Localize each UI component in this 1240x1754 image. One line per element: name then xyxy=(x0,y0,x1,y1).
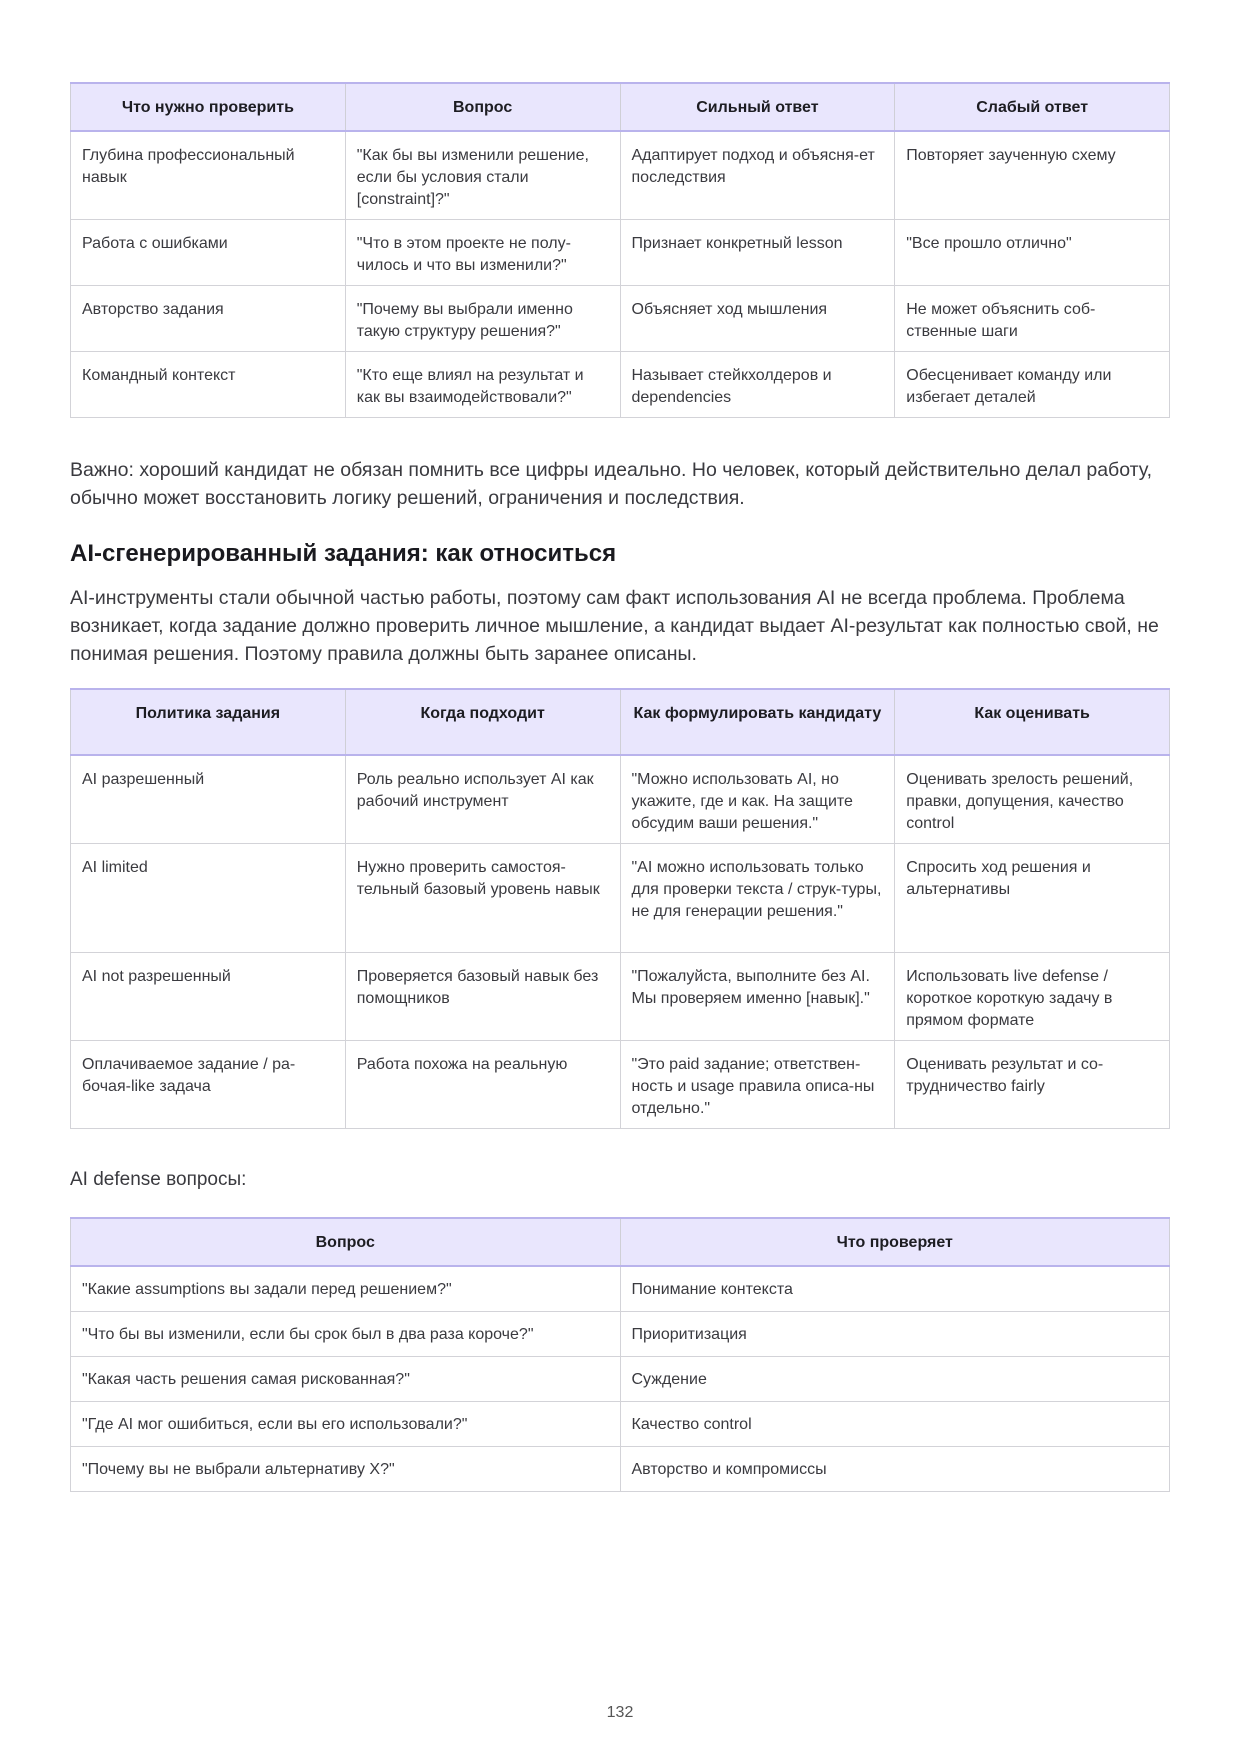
column-header: Как формулировать кандидату xyxy=(620,689,895,755)
column-header: Вопрос xyxy=(345,83,620,131)
column-header: Что нужно проверить xyxy=(71,83,346,131)
table-cell: Адаптирует подход и объясня-ет последствия xyxy=(620,131,895,220)
column-header: Слабый ответ xyxy=(895,83,1170,131)
table-cell: Понимание контекста xyxy=(620,1266,1170,1312)
document-page xyxy=(70,82,1170,1492)
table-cell: "Почему вы выбрали именно такую структуру решения?" xyxy=(345,286,620,352)
table-cell: "Какие assumptions вы задали перед решением?" xyxy=(71,1266,621,1312)
table-cell: "Что бы вы изменили, если бы срок был в два раза короче?" xyxy=(71,1312,621,1357)
column-header: Что проверяет xyxy=(620,1218,1170,1266)
table-cell: "Это paid задание; ответствен-ность и usage правила описа-ны отдельно." xyxy=(620,1041,895,1129)
table-cell: Роль реально использует AI как рабочий инструмент xyxy=(345,755,620,844)
ai-defense-label: AI defense вопросы: xyxy=(70,1169,247,1190)
table-header-row xyxy=(71,83,1170,131)
table-cell: "Почему вы не выбрали альтернативу X?" xyxy=(71,1447,621,1492)
table-row xyxy=(71,1402,1170,1447)
table-cell: Признает конкретный lesson xyxy=(620,220,895,286)
table-cell: Работа с ошибками xyxy=(71,220,346,286)
table-cell: Авторство и компромиссы xyxy=(620,1447,1170,1492)
table-row xyxy=(71,1357,1170,1402)
table-cell: AI limited xyxy=(71,844,346,953)
table-row xyxy=(71,1312,1170,1357)
table-cell: AI not разрешенный xyxy=(71,953,346,1041)
table-cell: "Как бы вы изменили решение, если бы условия стали [constraint]?" xyxy=(345,131,620,220)
column-header: Сильный ответ xyxy=(620,83,895,131)
table-cell: Оплачиваемое задание / ра-бочая-like задача xyxy=(71,1041,346,1129)
table-cell: Суждение xyxy=(620,1357,1170,1402)
ai-tools-paragraph: AI-инструменты стали обычной частью работы, поэтому сам факт использования AI не всегда проблема. Проблема возникает, когда задание должно проверить личное мышление, а кандидат выдает AI-результат как полностью свой, не понимая решения. Поэтому правила должны быть заранее описаны. xyxy=(70,587,1159,665)
table-cell: Оценивать зрелость решений, правки, допущения, качество control xyxy=(895,755,1170,844)
table-cell: Повторяет заученную схему xyxy=(895,131,1170,220)
table-row xyxy=(71,220,1170,286)
table-cell: "Кто еще влиял на результат и как вы взаимодействовали?" xyxy=(345,352,620,418)
table-cell: Приоритизация xyxy=(620,1312,1170,1357)
column-header: Вопрос xyxy=(71,1218,621,1266)
table-cell: Обесценивает команду или избегает деталей xyxy=(895,352,1170,418)
table-header-row xyxy=(71,689,1170,755)
table-cell: "Можно использовать AI, но укажите, где и как. На защите обсудим ваши решения." xyxy=(620,755,895,844)
table-cell: Не может объяснить соб-ственные шаги xyxy=(895,286,1170,352)
table-row xyxy=(71,286,1170,352)
table-cell: "Пожалуйста, выполните без AI. Мы проверяем именно [навык]." xyxy=(620,953,895,1041)
importance-paragraph: Важно: хороший кандидат не обязан помнить все цифры идеально. Но человек, который действительно делал работу, обычно может восстановить логику решений, ограничения и последствия. xyxy=(70,459,1153,509)
table-cell: Спросить ход решения и альтернативы xyxy=(895,844,1170,953)
table-row xyxy=(71,755,1170,844)
page-number: 132 xyxy=(606,1704,634,1721)
column-header: Когда подходит xyxy=(345,689,620,755)
table-cell: "Что в этом проекте не полу-чилось и что вы изменили?" xyxy=(345,220,620,286)
table-cell: Называет стейкхолдеров и dependencies xyxy=(620,352,895,418)
table-row xyxy=(71,352,1170,418)
table-cell: "AI можно использовать только для проверки текста / струк-туры, не для генерации решения." xyxy=(620,844,895,953)
table-cell: Качество control xyxy=(620,1402,1170,1447)
table-cell: Нужно проверить самостоя-тельный базовый уровень навык xyxy=(345,844,620,953)
ai-defense-table xyxy=(70,1217,1170,1492)
table-cell: Оценивать результат и со-трудничество fairly xyxy=(895,1041,1170,1129)
table-row xyxy=(71,1266,1170,1312)
verification-table xyxy=(70,82,1170,418)
table-row xyxy=(71,1041,1170,1129)
table-cell: AI разрешенный xyxy=(71,755,346,844)
table-cell: "Все прошло отлично" xyxy=(895,220,1170,286)
table-cell: "Какая часть решения самая рискованная?" xyxy=(71,1357,621,1402)
table-row xyxy=(71,131,1170,220)
table-header-row xyxy=(71,1218,1170,1266)
table-cell: Глубина профессиональный навык xyxy=(71,131,346,220)
table-row xyxy=(71,1447,1170,1492)
section-heading: AI-сгенерированный задания: как относиться xyxy=(70,540,617,567)
table-cell: Авторство задания xyxy=(71,286,346,352)
table-cell: Командный контекст xyxy=(71,352,346,418)
table-cell: "Где AI мог ошибиться, если вы его использовали?" xyxy=(71,1402,621,1447)
column-header: Как оценивать xyxy=(895,689,1170,755)
table-row xyxy=(71,844,1170,953)
ai-policy-table xyxy=(70,688,1170,1129)
table-row xyxy=(71,953,1170,1041)
table-cell: Объясняет ход мышления xyxy=(620,286,895,352)
table-cell: Использовать live defense / короткое короткую задачу в прямом формате xyxy=(895,953,1170,1041)
table-cell: Работа похожа на реальную xyxy=(345,1041,620,1129)
column-header: Политика задания xyxy=(71,689,346,755)
table-cell: Проверяется базовый навык без помощников xyxy=(345,953,620,1041)
